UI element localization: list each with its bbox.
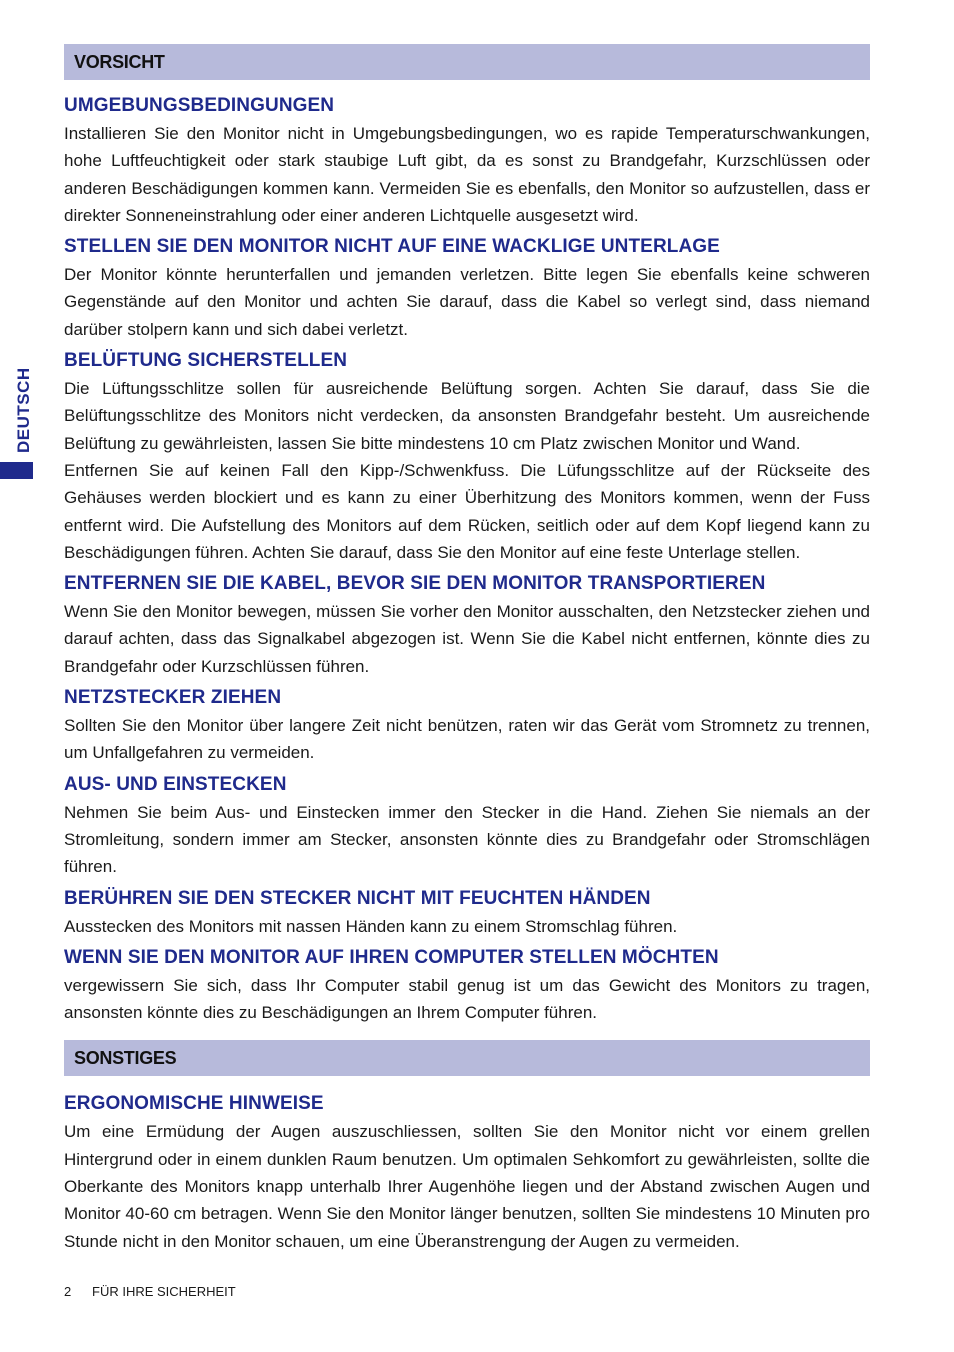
section-title: STELLEN SIE DEN MONITOR NICHT AUF EINE WACKLIGE UNTERLAGE xyxy=(64,236,720,258)
section-title: BERÜHREN SIE DEN STECKER NICHT MIT FEUCHTEN HÄNDEN xyxy=(64,887,651,909)
section-title: BELÜFTUNG SICHERSTELLEN xyxy=(64,350,348,372)
section-wet-hands xyxy=(64,885,870,940)
section-plug-in-out xyxy=(64,771,870,881)
section-title: NETZSTECKER ZIEHEN xyxy=(64,687,282,709)
section-body: Wenn Sie den Monitor bewegen, müssen Sie vorher den Monitor ausschalten, den Netzstecker ziehen und darauf achten, dass das Signalkabel abgezogen ist. Wenn Sie die Kabel nicht entfernen, könnte dies zu Brandgefahr oder Kurzschlüssen führen. xyxy=(64,602,870,676)
section-title: WENN SIE DEN MONITOR AUF IHREN COMPUTER STELLEN MÖCHTEN xyxy=(64,946,719,968)
language-tab-label: DEUTSCH xyxy=(14,367,33,453)
section-title: UMGEBUNGSBEDINGUNGEN xyxy=(64,95,335,116)
language-tab-marker xyxy=(0,462,33,479)
section-body: Nehmen Sie beim Aus- und Einstecken immer den Stecker in die Hand. Ziehen Sie niemals an der Stromleitung, sondern immer am Stecker, ansonsten könnte dies zu Brandgefahr oder Stromschlägen führen. xyxy=(64,802,870,877)
section-body: Um eine Ermüdung der Augen auszuschliessen, sollten Sie den Monitor nicht vor einem grellen Hintergrund oder in einem dunklen Raum benutzen. Um optimalen Sehkomfort zu gewährleisten, sollte die Oberkante des Monitors knapp unterhalb Ihrer Augenhöhe liegen und der Abstand zwischen Augen und Monitor 40-60 cm betragen. Wenn Sie den Monitor länger benutzen, sollten Sie mindestens 10 Minuten pro Stunde nicht in den Monitor schauen, um eine Überanstrengung der Augen zu vermeiden. xyxy=(64,1122,870,1251)
section-cables-transport xyxy=(64,570,870,680)
section-body: Sollten Sie den Monitor über langere Zeit nicht benützen, raten wir das Gerät vom Stromnetz zu trennen, um Unfallgefahren zu vermeiden. xyxy=(64,716,870,763)
footer-title: FÜR IHRE SICHERHEIT xyxy=(92,1284,236,1299)
section-body: Installieren Sie den Monitor nicht in Umgebungsbedingungen, wo es rapide Temperaturschwankungen, hohe Luftfeuchtigkeit oder stark staubige Luft gibt, da es sonst zu Brandgefahr, Kurzschlüssen oder anderen Beschädigungen kommen kann. Vermeiden Sie es ebenfalls, den Monitor so aufzustellen, dass er direkter Sonneneinstrahlung oder einer anderen Lichtquelle ausgesetzt wird. xyxy=(64,124,870,225)
section-ventilation xyxy=(64,347,870,566)
section-header-caution: VORSICHT xyxy=(64,44,870,80)
section-title: AUS- UND EINSTECKEN xyxy=(64,773,287,795)
section-ergonomics xyxy=(64,1090,870,1254)
section-body: Entfernen Sie auf keinen Fall den Kipp-/Schwenkfuss. Die Lüfungsschlitze auf der Rückseite des Gehäuses werden blockiert und es kann zu einer Überhitzung des Monitors kommen, wenn der Fuss entfernt wird. Die Aufstellung des Monitors auf dem Rücken, seitlich oder auf dem Kopf liegend kann zu Beschädigungen führen. Achten Sie darauf, dass Sie den Monitor auf eine feste Unterlage stellen. xyxy=(64,460,870,562)
section-body: Ausstecken des Monitors mit nassen Händen kann zu einem Stromschlag führen. xyxy=(64,916,678,936)
section-body: Der Monitor könnte herunterfallen und jemanden verletzen. Bitte legen Sie ebenfalls keine schweren Gegenstände auf den Monitor und achten Sie darauf, dass die Kabel so verlegt sind, dass niemand darüber stolpern kann und sich dabei verletzt. xyxy=(64,265,870,339)
section-unplug xyxy=(64,684,870,767)
document-page xyxy=(64,44,870,1259)
section-unstable-surface xyxy=(64,233,870,343)
section-body: vergewissern Sie sich, dass Ihr Computer stabil genug ist um das Gewicht des Monitors zu tragen, ansonsten könnte dies zu Beschädigungen an Ihrem Computer führen. xyxy=(64,975,870,1023)
page-footer xyxy=(64,1284,236,1299)
section-title: ERGONOMISCHE HINWEISE xyxy=(64,1093,324,1115)
section-title: ENTFERNEN SIE DIE KABEL, BEVOR SIE DEN MONITOR TRANSPORTIEREN xyxy=(64,573,766,595)
page-number: 2 xyxy=(64,1284,72,1299)
section-header-other: SONSTIGES xyxy=(64,1040,870,1076)
section-environment xyxy=(64,92,870,229)
section-body: Die Lüftungsschlitze sollen für ausreichende Belüftung sorgen. Achten Sie darauf, dass Sie die Belüftungsschlitze des Monitors nicht verdecken, da ansonsten Brandgefahr besteht. Um ausreichende Belüftung zu gewährleisten, lassen Sie bitte mindestens 10 cm Platz zwischen Monitor und Wand. xyxy=(64,379,870,453)
section-monitor-on-computer xyxy=(64,944,870,1027)
